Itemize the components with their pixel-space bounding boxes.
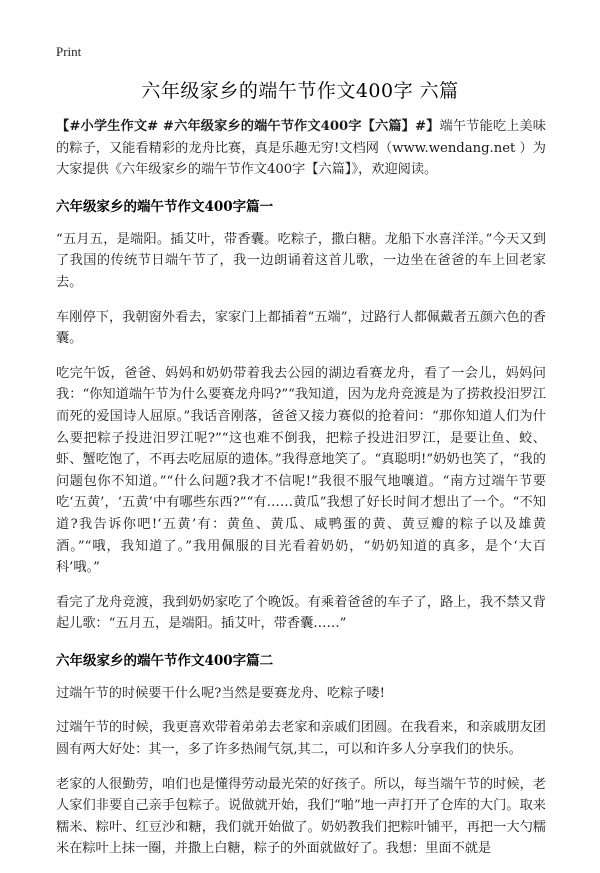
intro-tags: 【#小学生作文# #六年级家乡的端午节作文400字【六篇】#】: [56, 119, 440, 134]
section-heading: 六年级家乡的端午节作文400字篇一: [56, 198, 274, 215]
paragraph: 看完了龙舟竞渡，我到奶奶家吃了个晚饭。有乘着爸爸的车子了，路上，我不禁又背起儿歌：“五月五，是端阳。插艾叶，带香囊……”: [56, 594, 546, 632]
paragraph: 过端午节的时候要干什么呢?当然是要赛龙舟、吃粽子喽!: [56, 685, 385, 701]
paragraph: 车刚停下，我朝窗外看去，家家门上都插着“五端”，过路行人都佩戴者五颜六色的香囊。: [56, 309, 546, 347]
print-label[interactable]: Print: [56, 44, 82, 59]
paragraph: 老家的人很勤劳，咱们也是懂得劳动最光荣的好孩子。所以，每当端午节的时候，老人家们非要自己亲手包粽子。说做就开始，我们“啪”地一声打开了仓库的大门。取来糯米、粽叶、红豆沙和糖，我们就开始做了。奶奶教我们把粽叶铺平，再把一大勺糯米在粽叶上抹一圈，并撒上白糖，粽子的外面就做好了。我想：里面不就是: [56, 776, 546, 857]
intro-text: 端午节能吃上美味的粽子，又能看精彩的龙舟比赛，真是乐趣无穷!文档网（www.wendang.net ）为大家提供《六年级家乡的端午节作文400字【六篇】》，欢迎阅读。: [56, 119, 546, 178]
page-title: 六年级家乡的端午节作文400字 六篇: [141, 80, 459, 102]
paragraph: “五月五，是端阳。插艾叶，带香囊。吃粽子，撒白糖。龙船下水喜洋洋。”今天又到了我国的传统节日端午节了，我一边朗诵着这首儿歌，一边坐在爸爸的车上回老家去。: [56, 231, 546, 290]
paragraph: 过端午节的时候，我更喜欢带着弟弟去老家和亲戚们团圆。在我看来，和亲戚朋友团圆有两大好处：其一，多了许多热闹气氛,其二，可以和许多人分享我们的快乐。: [56, 720, 546, 758]
intro-paragraph: [56, 116, 546, 181]
section-heading: 六年级家乡的端午节作文400字篇二: [56, 652, 274, 669]
paragraph: 吃完午饭，爸爸、妈妈和奶奶带着我去公园的湖边看赛龙舟，看了一会儿，妈妈问我：“你知道端午节为什么要赛龙舟吗?”“我知道，因为龙舟竞渡是为了捞救投汨罗江而死的爱国诗人屈原。”我话音刚落，爸爸又接力赛似的抢着问：“那你知道人们为什么要把粽子投进汨罗江呢?”“这也难不倒我，把粽子投进汨罗江，是要让鱼、蛟、虾、蟹吃饱了，不再去吃屈原的遗体。”我得意地笑了。“真聪明!”奶奶也笑了，“我的问题包你不知道。”“什么问题?我才不信呢!”我很不服气地嚷道。“南方过端午节要吃‘五黄’，‘五黄’中有哪些东西?”“有……黄瓜”我想了好长时间才想出了一个。“不知道?我告诉你吧!‘五黄’有：黄鱼、黄瓜、咸鸭蛋的黄、黄豆瓣的粽子以及雄黄酒。”“哦，我知道了。”我用佩服的目光看着奶奶，“奶奶知道的真多，是个‘大百科’哦。”: [56, 365, 546, 576]
article-body: [56, 116, 546, 873]
